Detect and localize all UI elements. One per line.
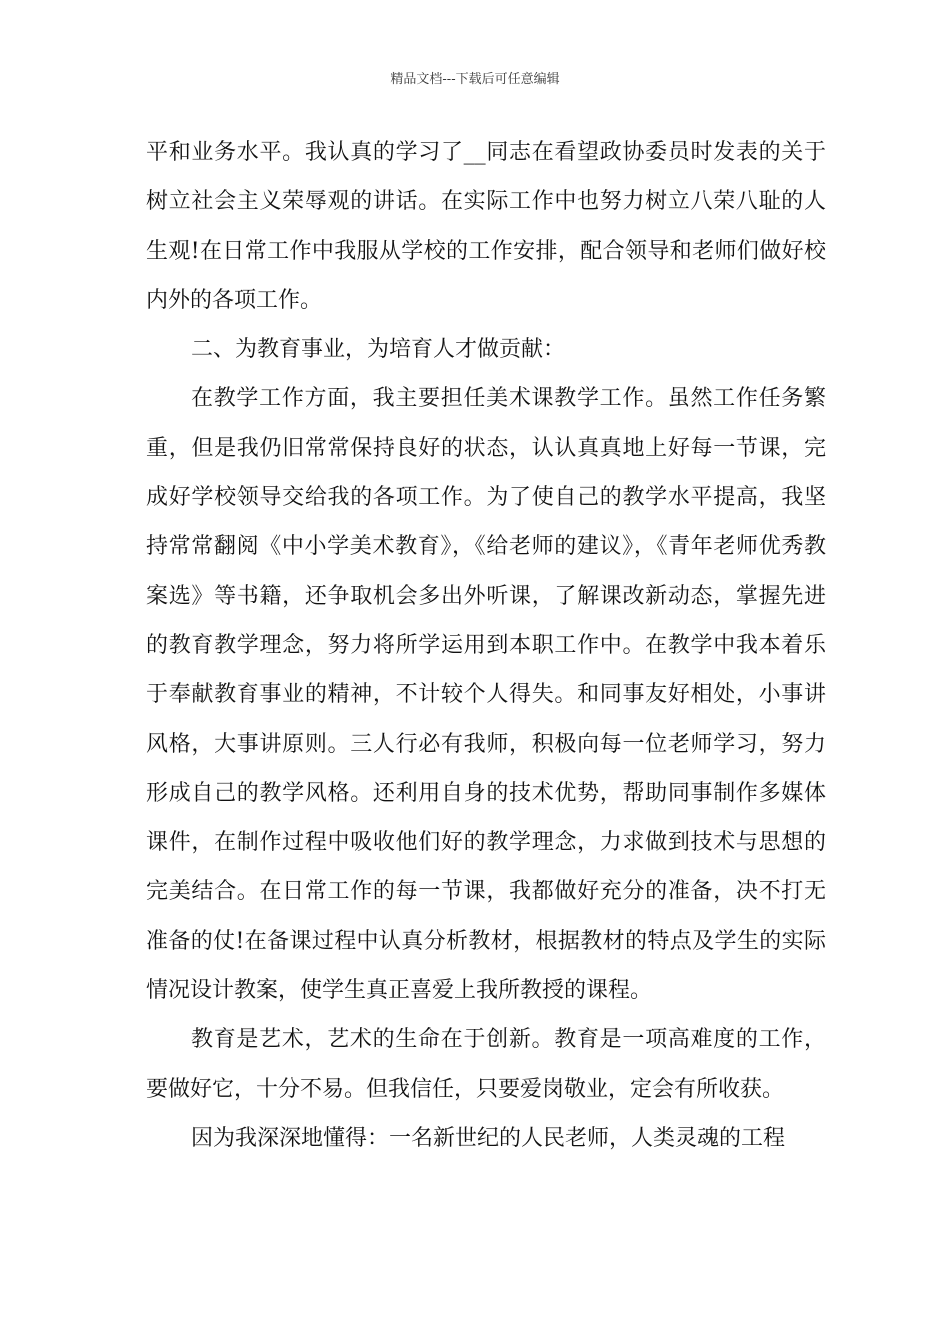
- paragraph-3: 在教学工作方面，我主要担任美术课教学工作。虽然工作任务繁重，但是我仍旧常常保持良好的状态，认认真真地上好每一节课，完成好学校领导交给我的各项工作。为了使自己的教学水平提高，我坚持常常翻阅《中小学美术教育》，《给老师的建议》，《青年老师优秀教案选》等书籍，还争取机会多出外听课，了解课改新动态，掌握先进的教育教学理念，努力将所学运用到本职工作中。在教学中我本着乐于奉献教育事业的精神，不计较个人得失。和同事友好相处，小事讲风格，大事讲原则。三人行必有我师，积极向每一位老师学习，努力形成自己的教学风格。还利用自身的技术优势，帮助同事制作多媒体课件，在制作过程中吸收他们好的教学理念，力求做到技术与思想的完美结合。在日常工作的每一节课，我都做好充分的准备，决不打无准备的仗!在备课过程中认真分析教材，根据教材的特点及学生的实际情况设计教案，使学生真正喜爱上我所教授的课程。: [146, 386, 826, 1004]
- paragraph-1: 平和业务水平。我认真的学习了__同志在看望政协委员时发表的关于树立社会主义荣辱观的讲话。在实际工作中也努力树立八荣八耻的人生观!在日常工作中我服从学校的工作安排，配合领导和老师们做好校内外的各项工作。: [146, 140, 826, 313]
- page-header: 精品文档---下载后可任意编辑: [390, 72, 560, 87]
- paragraph-4: 教育是艺术，艺术的生命在于创新。教育是一项高难度的工作，要做好它，十分不易。但我信任，只要爱岗敬业，定会有所收获。: [146, 1027, 826, 1102]
- document-body: [146, 128, 826, 1163]
- paragraph-5: 因为我深深地懂得：一名新世纪的人民老师，人类灵魂的工程: [191, 1125, 786, 1151]
- paragraph-2-section-heading: 二、为教育事业，为培育人才做贡献：: [191, 337, 566, 363]
